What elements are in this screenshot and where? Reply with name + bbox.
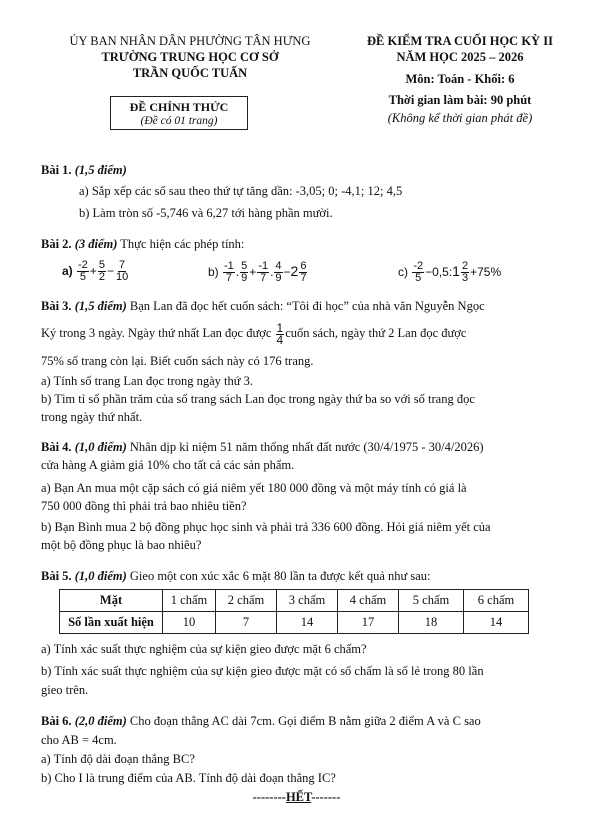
end-word: HẾT [285,790,312,804]
fraction: $\frac{7}{10}$ [115,259,129,284]
question-4b-line2: một bộ đồng phục là bao nhiêu? [41,538,202,552]
official-label: ĐỀ CHÍNH THỨC [129,100,229,114]
table-header-cell: 6 chấm [464,590,529,612]
school-year: NĂM HỌC 2025 – 2026 [396,50,524,64]
question-1a: a) Sắp xếp các số sau theo thứ tự tăng dần: -3,05; 0; -4,1; 12; 4,5 [79,184,403,198]
table-cell: 14 [277,612,338,634]
table-cell: 18 [399,612,464,634]
exam-title: ĐỀ KIỂM TRA CUỐI HỌC KỲ II [367,34,553,48]
question-2a: a) $\frac{-2}{5}$ + $\frac{5}{2}$ − $\frac{7}{10}$ [62,259,129,284]
mixed-whole: 1 [452,263,460,279]
question-4-title: Bài 4. [41,440,72,454]
fraction: $\frac{-2}{5}$ [78,259,88,284]
fraction: $\frac{5}{9}$ [241,260,248,285]
question-4-text1: Nhân dịp kỉ niệm 51 năm thống nhất đất nước (30/4/1975 - 30/4/2026) [129,440,484,454]
table-cell: 14 [464,612,529,634]
question-5-intro: Gieo một con xúc xắc 6 mặt 80 lần ta được kết quả như sau: [129,569,431,583]
question-4b-line1: b) Bạn Bình mua 2 bộ đồng phục học sinh và phải trả 336 600 đồng. Hỏi giá niêm yết của [41,520,491,534]
question-1-title: Bài 1. [41,163,72,177]
page-count-note: (Đề có 01 trang) [140,115,218,127]
question-5-heading [41,568,431,584]
question-2c: c) $\frac{-2}{5}$ −0,5:1 $\frac{2}{3}$ +75% [398,260,502,285]
question-2c-label: c) [398,265,408,279]
question-2-title: Bài 2. [41,237,72,251]
end-marker [0,789,593,805]
question-4-line1 [41,439,484,455]
table-header-cell: 2 chấm [216,590,277,612]
fraction: $\frac{4}{9}$ [275,260,282,285]
table-header-label: Mặt [60,590,163,612]
question-5-title: Bài 5. [41,569,72,583]
question-3b-line1: b) Tìm tỉ số phần trăm của số trang sách Lan đọc trong ngày thứ ba so với số trang đọc [41,392,475,406]
question-5-points: (1,0 điểm) [74,569,127,583]
question-4a-line2: 750 000 đồng thì phải trả bao nhiêu tiền? [41,499,247,513]
question-3b-line2: trong ngày thứ nhất. [41,410,143,424]
school-name-line1: TRƯỜNG TRUNG HỌC CƠ SỞ [101,50,279,64]
question-4a-line1: a) Bạn An mua một cặp sách có giá niêm yết 180 000 đồng và một máy tính có giá là [41,481,467,495]
question-5b-line1: b) Tính xác suất thực nghiệm của sự kiện gieo được mặt có số chấm là số lẻ trong 80 lần [41,664,484,678]
dice-results-table [59,589,529,634]
question-3-text2a: Ký trong 3 ngày. Ngày thứ nhất Lan đọc được [41,326,272,340]
question-3-points: (1,5 điểm) [74,299,127,313]
question-4-line2: cửa hàng A giảm giá 10% cho tất cả các sản phẩm. [41,458,295,472]
fraction: $\frac{5}{2}$ [98,259,105,284]
question-2-points: (3 điểm) [74,237,118,251]
question-6-points: (2,0 điểm) [74,714,127,728]
fraction: $\frac{-2}{5}$ [413,260,424,285]
question-4-points: (1,0 điểm) [74,440,127,454]
fraction: $\frac{6}{7}$ [300,260,307,285]
mixed-whole: 2 [290,263,299,279]
end-dashes-left: -------- [252,790,286,804]
question-2b: b) $\frac{-1}{7}$ . $\frac{5}{9}$ + $\frac{-1}{7}$ . $\frac{4}{9}$ −2 $\frac{6}{7}$ [208,260,307,285]
question-6-title: Bài 6. [41,714,72,728]
fraction: $\frac{1}{4}$ [276,320,284,347]
question-3-line1 [41,298,485,314]
question-3-line2 [41,318,466,348]
percent-term: 75% [477,265,502,279]
question-3-text1: Bạn Lan đã đọc hết cuốn sách: “Tôi đi học” của nhà văn Nguyễn Ngọc [129,299,485,313]
exam-duration: Thời gian làm bài: 90 phút [388,93,532,107]
table-header-cell: 3 chấm [277,590,338,612]
table-cell: 7 [216,612,277,634]
table-row [60,612,529,634]
question-3-line3: 75% số trang còn lại. Biết cuốn sách này có 176 trang. [41,354,314,368]
question-6b: b) Cho I là trung điểm của AB. Tính độ dài đoạn thẳng IC? [41,771,336,785]
table-cell: 10 [163,612,216,634]
question-3-title: Bài 3. [41,299,72,313]
school-name-line2: TRẦN QUỐC TUẤN [132,66,248,80]
question-6a: a) Tính độ dài đoạn thẳng BC? [41,752,195,766]
table-header-cell: 4 chấm [338,590,399,612]
table-header-cell: 5 chấm [399,590,464,612]
subject-grade: Môn: Toán - Khối: 6 [405,72,515,86]
question-5b-line2: gieo trên. [41,683,89,697]
fraction: $\frac{2}{3}$ [461,260,469,285]
question-5a: a) Tính xác suất thực nghiệm của sự kiện gieo được mặt 6 chấm? [41,642,367,656]
question-3a: a) Tính số trang Lan đọc trong ngày thứ 3. [41,374,254,388]
fraction: $\frac{-1}{7}$ [224,260,234,285]
question-6-text1: Cho đoạn thẳng AC dài 7cm. Gọi điểm B nằm giữa 2 điểm A và C sao [129,714,481,728]
question-2-heading [41,236,244,252]
question-2a-label: a) [62,264,73,278]
question-6-line2: cho AB = 4cm. [41,733,117,747]
table-header-row [60,590,529,612]
question-6-line1 [41,713,481,729]
question-2b-label: b) [208,265,219,279]
table-row-label: Số lần xuất hiện [60,612,163,634]
department-name: ỦY BAN NHÂN DÂN PHƯỜNG TÂN HƯNG [69,34,311,48]
table-cell: 17 [338,612,399,634]
decimal-term: 0,5 [432,265,449,279]
fraction: $\frac{-1}{7}$ [258,260,269,285]
question-1-points: (1,5 điểm) [74,163,127,177]
question-2-intro: Thực hiện các phép tính: [120,237,245,251]
table-header-cell: 1 chấm [163,590,216,612]
question-1-heading [41,162,127,178]
duration-note: (Không kể thời gian phát đề) [387,111,533,125]
question-1b: b) Làm tròn số -5,746 và 6,27 tới hàng phần mười. [79,206,333,220]
question-3-text2b: cuốn sách, ngày thứ 2 Lan đọc được [285,326,467,340]
end-dashes-right: ------- [311,790,341,804]
official-exam-box [110,96,248,130]
